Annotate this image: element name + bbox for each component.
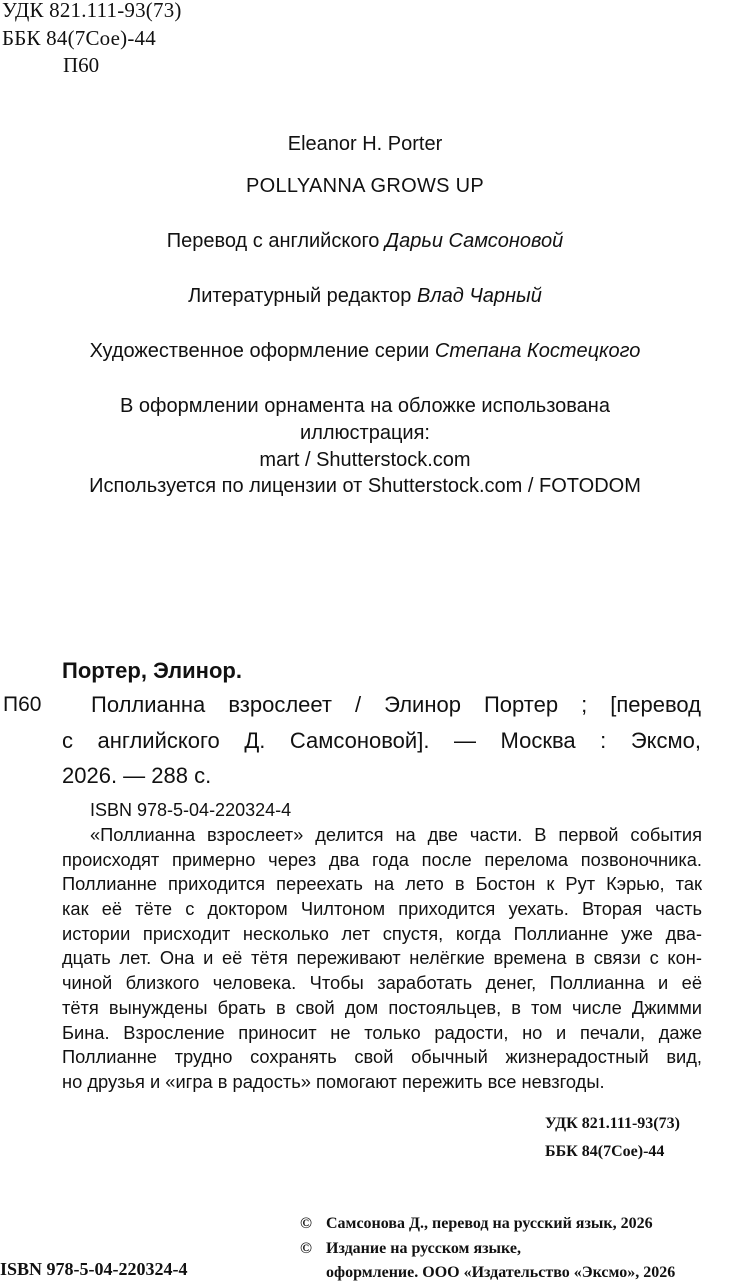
classification-udk: УДК 821.111-93(73) — [545, 1115, 680, 1132]
header-udk: УДК 821.111-93(73) — [2, 0, 182, 22]
description-line: дцать лет. Она и её тётя переживают нелёгкие времена в связи с кон- — [62, 947, 702, 969]
original-title: POLLYANNA GROWS UP — [245, 175, 485, 197]
description-line: чиной близкого человека. Чтобы заработать денег, Поллианна и её — [62, 972, 702, 994]
classification-bbk: ББК 84(7Сое)-44 — [545, 1143, 665, 1160]
catalog-isbn: ISBN 978-5-04-220324-4 — [90, 800, 292, 820]
catalog-entry-line-3: 2026. — 288 с. — [62, 763, 212, 788]
design-credit — [0, 341, 730, 361]
editor-prefix: Литературный редактор — [188, 285, 417, 307]
description-line: как её тёте с доктором Чилтоном приходится уехать. Вторая часть — [62, 898, 702, 920]
copyright-2 — [300, 1240, 521, 1257]
illustration-line-3: mart / Shutterstock.com — [259, 449, 471, 471]
catalog-author-heading: Портер, Элинор. — [62, 658, 242, 683]
translator-name: Дарьи Самсоновой — [384, 230, 564, 252]
illustration-line-2: иллюстрация: — [300, 422, 430, 444]
illustration-line-1: В оформлении орнамента на обложке использована — [120, 395, 610, 417]
footer-isbn: ISBN 978-5-04-220324-4 — [0, 1259, 188, 1279]
copyright-2-text-line-2: оформление. ООО «Издательство «Эксмо», 2026 — [326, 1264, 676, 1281]
editor-credit — [0, 286, 730, 306]
copyright-1 — [300, 1215, 653, 1232]
header-author-mark: П60 — [63, 53, 100, 77]
catalog-entry-line-2: с английского Д. Самсоновой]. — Москва : Эксмо, — [62, 728, 701, 753]
design-prefix: Художественное оформление серии — [89, 340, 435, 362]
translation-credit — [0, 231, 730, 251]
description-line: но друзья и «игра в радость» помогают пережить все невзгоды. — [62, 1070, 605, 1092]
description-block — [62, 823, 702, 1095]
original-author: Eleanor H. Porter — [287, 133, 443, 155]
copyright-symbol: © — [300, 1215, 312, 1232]
catalog-entry-line-1: Поллианна взрослеет / Элинор Портер ; [перевод — [91, 692, 701, 717]
description-line: тётя вынуждены брать в свой дом постояльцев, в том числе Джимми — [62, 996, 702, 1018]
designer-name: Степана Костецкого — [434, 340, 641, 362]
catalog-mark: П60 — [3, 693, 42, 716]
description-line: происходят примерно через два года после перелома позвоночника. — [62, 848, 702, 870]
description-line: «Поллианна взрослеет» делится на две части. В первой события — [90, 824, 702, 845]
copyright-2-text-line-1: Издание на русском языке, — [326, 1240, 521, 1257]
description-line: Поллианне приходится переехать на лето в Бостон к Рут Кэрью, так — [62, 873, 702, 895]
editor-name: Влад Чарный — [416, 285, 542, 307]
description-line: истории присходит несколько лет спустя, когда Поллианне уже два- — [62, 922, 702, 944]
description-line: Бина. Взросление приносит не только радости, но и печали, даже — [62, 1021, 702, 1043]
copyright-symbol: © — [300, 1240, 312, 1257]
illustration-line-4: Используется по лицензии от Shutterstock.com / FOTODOM — [89, 475, 641, 497]
header-bbk: ББК 84(7Сое)-44 — [2, 26, 156, 50]
description-line: Поллианне трудно сохранять свой обычный жизнерадостный вид, — [62, 1046, 702, 1068]
copyright-1-text: Самсонова Д., перевод на русский язык, 2026 — [326, 1215, 653, 1232]
translation-prefix: Перевод с английского — [166, 230, 385, 252]
